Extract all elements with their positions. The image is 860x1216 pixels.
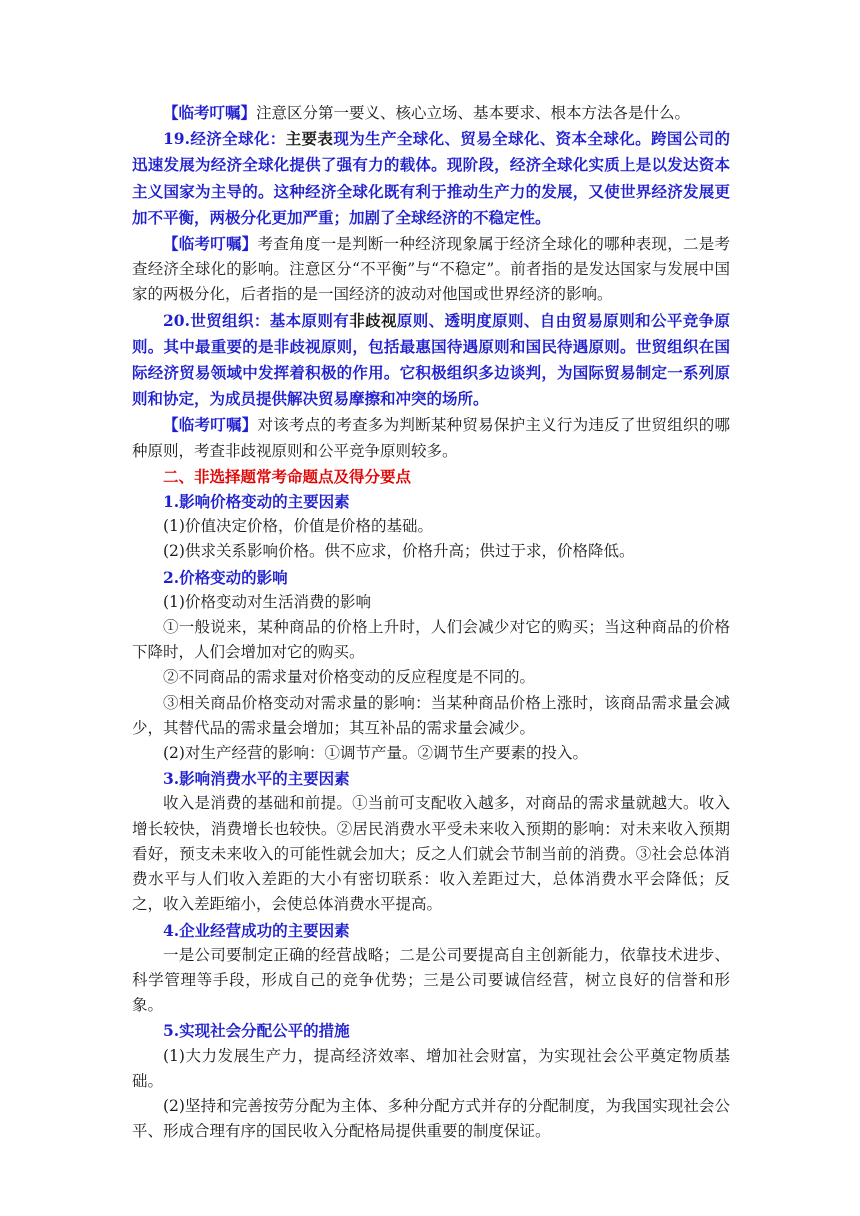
topic-line: ②不同商品的需求量对价格变动的反应程度是不同的。 <box>163 668 536 687</box>
reminder-tag: 【临考叮嘱】 <box>163 103 257 122</box>
paragraph-globalization <box>132 126 730 231</box>
item-lead: 主要表 <box>285 129 334 149</box>
topic-line: ①一般说来，某种商品的价格上升时，人们会减少对它的购买；当这种商品的价格下降时，人们会增加对它的购买。 <box>132 618 730 662</box>
topic-line: (2)对生产经营的影响：①调节产量。②调节生产要素的投入。 <box>163 744 588 763</box>
section-heading: 二、非选择题常考命题点及得分要点 <box>163 466 412 486</box>
paragraph-reminder-3 <box>132 412 730 463</box>
topic-heading-2: 2.价格变动的影响 <box>163 567 288 587</box>
topic-line: 一是公司要制定正确的经营战略；二是公司要提高自主创新能力，依靠技术进步、科学管理等手段，形成自己的竞争优势；三是公司要诚信经营，树立良好的信誉和形象。 <box>132 945 730 1015</box>
topic-line: (1)价格变动对生活消费的影响 <box>163 592 371 611</box>
paragraph-wto <box>132 308 730 413</box>
topic-line: (1)价值决定价格，价值是价格的基础。 <box>163 517 433 536</box>
reminder-tag: 【临考叮嘱】 <box>163 415 258 435</box>
item-lead: 基本原则有 <box>269 310 350 330</box>
paragraph-reminder-1 <box>132 100 730 126</box>
item-body: 原则、透明度原则、自由贸易原则和公平竞争原则。其中最重要的是非歧视原则，包括最惠国待遇原则和国民待遇原则。世贸组织在国际经济贸易领域中发挥着积极的作用。它积极组织多边谈判，为国际贸易制定一系列原则和协定，为成员提供解决贸易摩擦和冲突的场所。 <box>132 310 730 409</box>
topic-line: 收入是消费的基础和前提。①当前可支配收入越多，对商品的需求量就越大。收入增长较快，消费增长也较快。②居民消费水平受未来收入预期的影响：对未来收入预期看好，预支未来收入的可能性就会加大；反之人们就会节制当前的消费。③社会总体消费水平与人们收入差距的大小有密切联系：收入差距过大，总体消费水平会降低；反之，收入差距缩小，会使总体消费水平提高。 <box>132 794 730 914</box>
topic-line: (2)坚持和完善按劳分配为主体、多种分配方式并存的分配制度，为我国实现社会公平、形成合理有序的国民收入分配格局提供重要的制度保证。 <box>132 1096 730 1141</box>
reminder-text: 对该考点的考查多为判断某种贸易保护主义行为违反了世贸组织的哪种原则，考查非歧视原则和公平竞争原则较多。 <box>132 416 730 460</box>
topic-line: (1)大力发展生产力，提高经济效率、增加社会财富，为实现社会公平奠定物质基础。 <box>132 1046 730 1090</box>
topic-line: (2)供求关系影响价格。供不应求，价格升高；供过于求，价格降低。 <box>163 542 635 561</box>
item-body: 现为生产全球化、贸易全球化、资本全球化。跨国公司的迅速发展为经济全球化提供了强有力的载体。现阶段，经济全球化实质上是以发达资本主义国家为主导的。这种经济全球化既有利于推动生产力的发展，又使世界经济发展更加不平衡，两极分化更加严重；加剧了全球经济的不稳定性。 <box>132 129 730 227</box>
reminder-text: 考查角度一是判断一种经济现象属于经济全球化的哪种表现，二是考查经济全球化的影响。注意区分“不平衡”与“不稳定”。前者指的是发达国家与发展中国家的两极分化，后者指的是一国经济的波动对他国或世界经济的影响。 <box>132 235 730 304</box>
topic-heading-4: 4.企业经营成功的主要因素 <box>163 920 350 940</box>
document-body <box>132 100 730 1144</box>
paragraph-reminder-2 <box>132 231 730 308</box>
item-title: 19.经济全球化： <box>163 129 286 149</box>
reminder-tag: 【临考叮嘱】 <box>163 234 258 254</box>
topic-heading-5: 5.实现社会分配公平的措施 <box>163 1021 350 1041</box>
topic-line: ③相关商品价格变动对需求量的影响：当某种商品价格上涨时，该商品需求量会减少，其替代品的需求量会增加；其互补品的需求量会减少。 <box>132 693 730 737</box>
item-highlight: 非歧视 <box>349 310 397 330</box>
topic-heading-3: 3.影响消费水平的主要因素 <box>163 769 350 789</box>
item-title: 20.世贸组织： <box>163 310 270 330</box>
topic-heading-1: 1.影响价格变动的主要因素 <box>163 492 350 512</box>
reminder-text: 注意区分第一要义、核心立场、基本要求、根本方法各是什么。 <box>256 104 691 122</box>
